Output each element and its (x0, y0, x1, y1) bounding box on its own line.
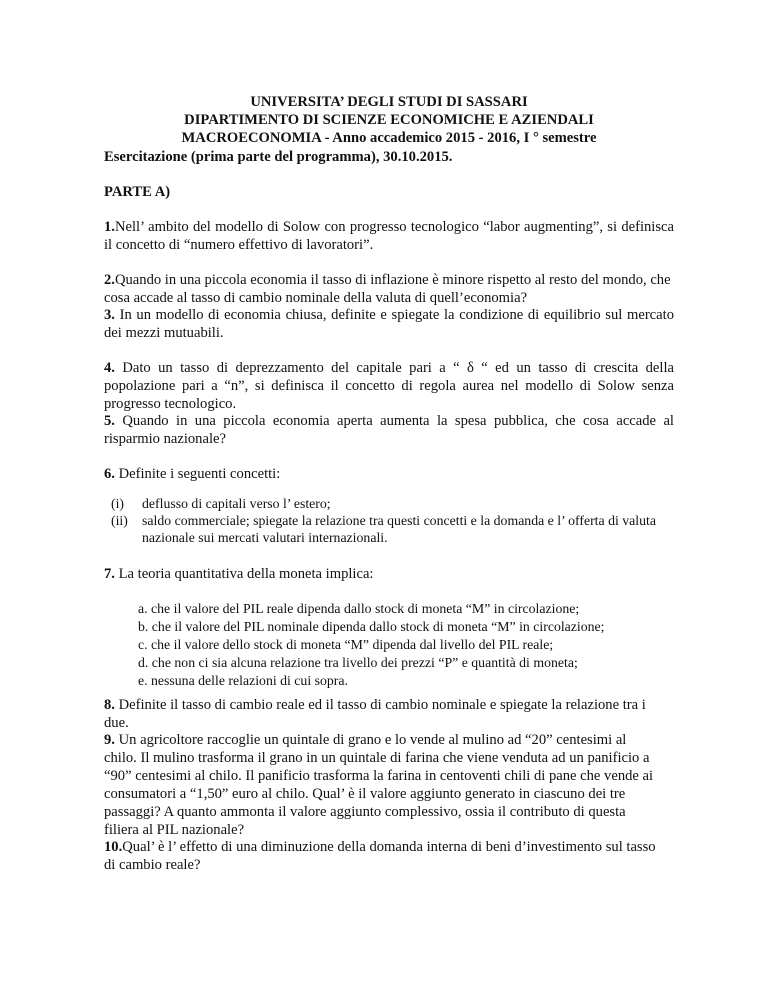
option-b: b. che il valore del PIL nominale dipenda dallo stock di moneta “M” in circolazione; (138, 619, 605, 634)
question-text: Un agricoltore raccoglie un quintale di grano e lo vende al mulino ad “20” centesimi al chilo. Il mulino trasforma il grano in un quintale di farina che viene venduta ad un panificio a “90” centesimi al chilo. Il panificio trasforma la farina in centoventi chili di pane che vende ai consumatori a “1,50” euro al chilo. Qual’ è il valore aggiunto generato in ciascuno dei tre passaggi? A quanto ammonta il valore aggiunto complessivo, ossia il contributo di questa filiera al PIL nazionale? (104, 732, 654, 838)
question-5 (104, 412, 674, 448)
course-title: MACROECONOMIA - Anno accademico 2015 - 2016, I ° semestre (181, 130, 597, 146)
question-number: 2. (104, 272, 115, 288)
question-number: 3. (104, 307, 115, 323)
university-name: UNIVERSITA’ DEGLI STUDI DI SASSARI (250, 94, 528, 110)
question-7-options (138, 600, 678, 690)
exercise-subtitle: Esercitazione (prima parte del programma), 30.10.2015. (104, 149, 453, 165)
question-number: 10. (104, 839, 123, 855)
question-number: 4. (104, 360, 115, 376)
option-d: d. che non ci sia alcuna relazione tra livello dei prezzi “P” e quantità di moneta; (138, 655, 578, 670)
question-text: In un modello di economia chiusa, definite e spiegate la condizione di equilibrio sul mercato dei mezzi mutuabili. (104, 307, 674, 341)
department-name: DIPARTIMENTO DI SCIENZE ECONOMICHE E AZIENDALI (184, 112, 594, 128)
question-1 (104, 218, 674, 254)
question-9 (104, 731, 660, 839)
question-number: 6. (104, 466, 115, 482)
option-a: a. che il valore del PIL reale dipenda dallo stock di moneta “M” in circolazione; (138, 601, 580, 616)
option-e: e. nessuna delle relazioni di cui sopra. (138, 673, 348, 688)
option-c: c. che il valore dello stock di moneta “M” dipenda dal livello del PIL reale; (138, 637, 554, 652)
section-heading: PARTE A) (104, 184, 171, 200)
question-8 (104, 696, 674, 732)
question-3 (104, 306, 674, 342)
question-6 (104, 465, 674, 483)
item-number: (ii) (111, 513, 128, 528)
question-number: 1. (104, 219, 115, 235)
question-text: Dato un tasso di deprezzamento del capitale pari a “ δ “ ed un tasso di crescita della popolazione pari a “n”, si definisca il concetto di regola aurea nel modello di Solow senza progresso tecnologico. (104, 360, 674, 412)
question-4 (104, 359, 674, 413)
question-text: Definite il tasso di cambio reale ed il tasso di cambio nominale e spiegate la relazione tra i due. (104, 697, 646, 731)
question-6-items (104, 495, 674, 546)
question-number: 5. (104, 413, 115, 429)
question-text: Qual’ è l’ effetto di una diminuzione della domanda interna di beni d’investimento sul tasso di cambio reale? (104, 839, 656, 873)
question-6-item (104, 495, 674, 512)
item-text: deflusso di capitali verso l’ estero; (142, 496, 331, 511)
question-7 (104, 565, 674, 583)
question-number: 8. (104, 697, 115, 713)
question-text: Nell’ ambito del modello di Solow con progresso tecnologico “labor augmenting”, si definisca il concetto di “numero effettivo di lavoratori”. (104, 219, 674, 253)
item-number: (i) (111, 496, 125, 511)
document-header (104, 93, 674, 147)
question-text: La teoria quantitativa della moneta implica: (114, 566, 374, 582)
question-number: 9. (104, 732, 115, 748)
question-number: 7. (104, 566, 115, 582)
question-text: Definite i seguenti concetti: (114, 466, 281, 482)
question-text: Quando in una piccola economia aperta aumenta la spesa pubblica, che cosa accade al risparmio nazionale? (104, 413, 674, 447)
question-2 (104, 271, 674, 307)
question-6-item (104, 512, 674, 546)
question-10 (104, 838, 660, 874)
question-text: Quando in una piccola economia il tasso di inflazione è minore rispetto al resto del mondo, che cosa accade al tasso di cambio nominale della valuta di quell’economia? (104, 272, 671, 306)
item-text: saldo commerciale; spiegate la relazione tra questi concetti e la domanda e l’ offerta di valuta nazionale sui mercati valutari internazionali. (142, 513, 656, 545)
